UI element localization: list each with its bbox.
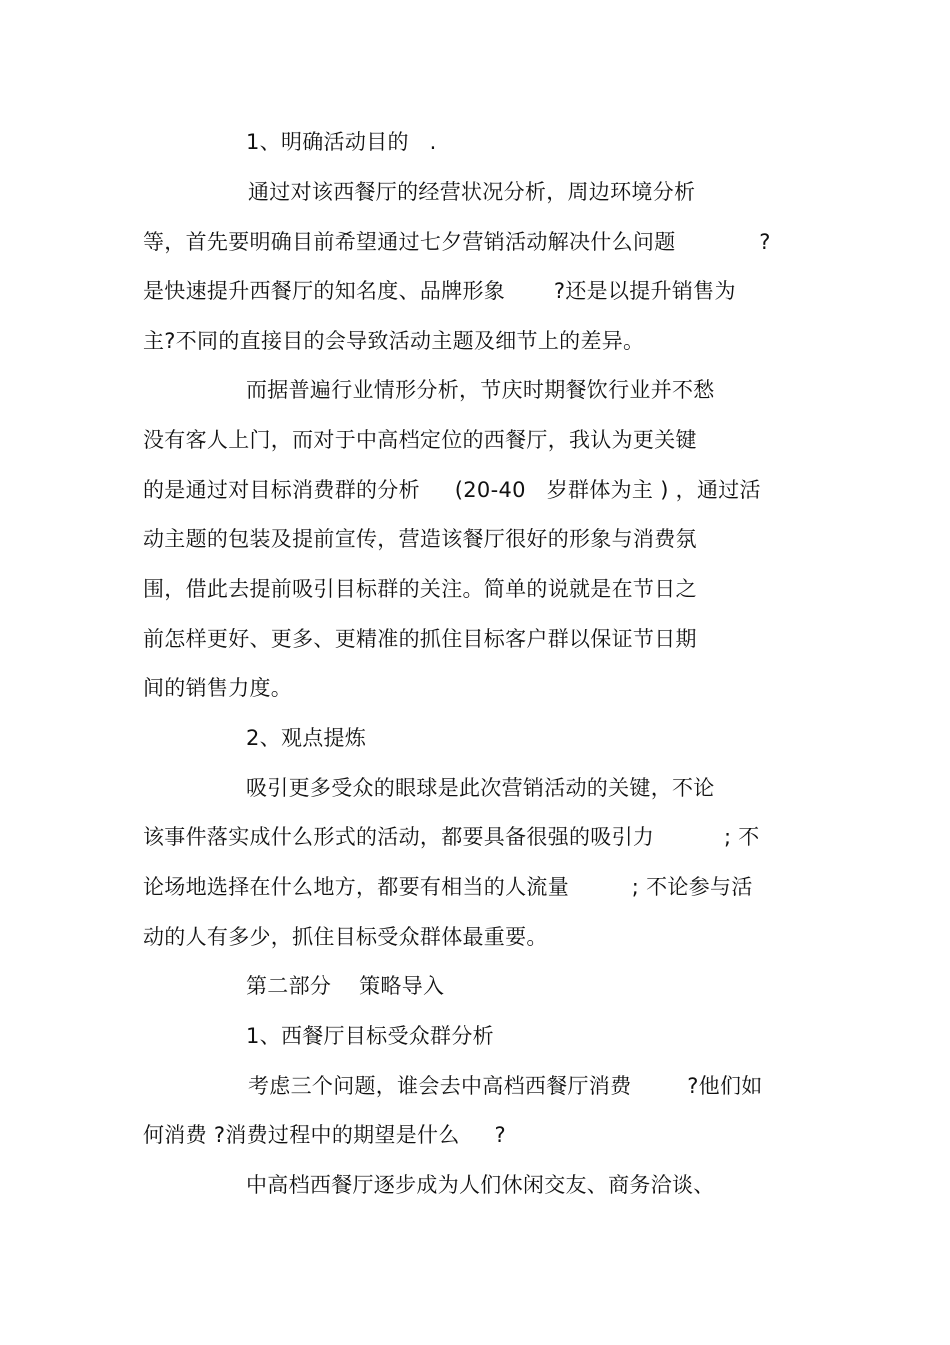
paragraph-line: 等，首先要明确目前希望通过七夕营销活动解决什么问题 ? — [143, 230, 771, 254]
paragraph-line: 该事件落实成什么形式的活动，都要具备很强的吸引力 ; 不 — [143, 825, 760, 849]
paragraph-line: 通过对该西餐厅的经营状况分析，周边环境分析 — [248, 180, 696, 204]
paragraph-line: 中高档西餐厅逐步成为人们休闲交友、商务洽谈、 — [246, 1173, 715, 1197]
paragraph-line: 动的人有多少，抓住目标受众群体最重要。 — [143, 925, 548, 949]
paragraph-line: 论场地选择在什么地方，都要有相当的人流量 ; 不论参与活 — [143, 875, 753, 899]
paragraph-line: 间的销售力度。 — [143, 676, 293, 700]
paragraph-line: 是快速提升西餐厅的知名度、品牌形象 ?还是以提升销售为 — [143, 279, 736, 303]
paragraph-line: 动主题的包装及提前宣传，营造该餐厅很好的形象与消费氛 — [143, 527, 697, 551]
section-heading-activity-purpose: 1、明确活动目的 . — [246, 130, 437, 154]
paragraph-line: 吸引更多受众的眼球是此次营销活动的关键，不论 — [246, 776, 715, 800]
part-heading-strategy: 第二部分 策略导入 — [246, 974, 445, 998]
paragraph-line: 的是通过对目标消费群的分析 (20-40 岁群体为主 ) ，通过活 — [143, 478, 761, 502]
section-heading-audience-analysis: 1、西餐厅目标受众群分析 — [246, 1024, 494, 1048]
paragraph-line: 前怎样更好、更多、更精准的抓住目标客户群以保证节日期 — [143, 627, 697, 651]
paragraph-line: 围，借此去提前吸引目标群的关注。简单的说就是在节日之 — [143, 577, 697, 601]
section-heading-viewpoint: 2、观点提炼 — [246, 726, 367, 750]
paragraph-line: 而据普遍行业情形分析，节庆时期餐饮行业并不愁 — [246, 378, 715, 402]
paragraph-line: 何消费 ?消费过程中的期望是什么 ? — [143, 1123, 506, 1147]
paragraph-line: 考虑三个问题，谁会去中高档西餐厅消费 ?他们如 — [248, 1074, 763, 1098]
paragraph-line: 没有客人上门，而对于中高档定位的西餐厅，我认为更关键 — [143, 428, 697, 452]
paragraph-line: 主?不同的直接目的会导致活动主题及细节上的差异。 — [143, 329, 645, 353]
